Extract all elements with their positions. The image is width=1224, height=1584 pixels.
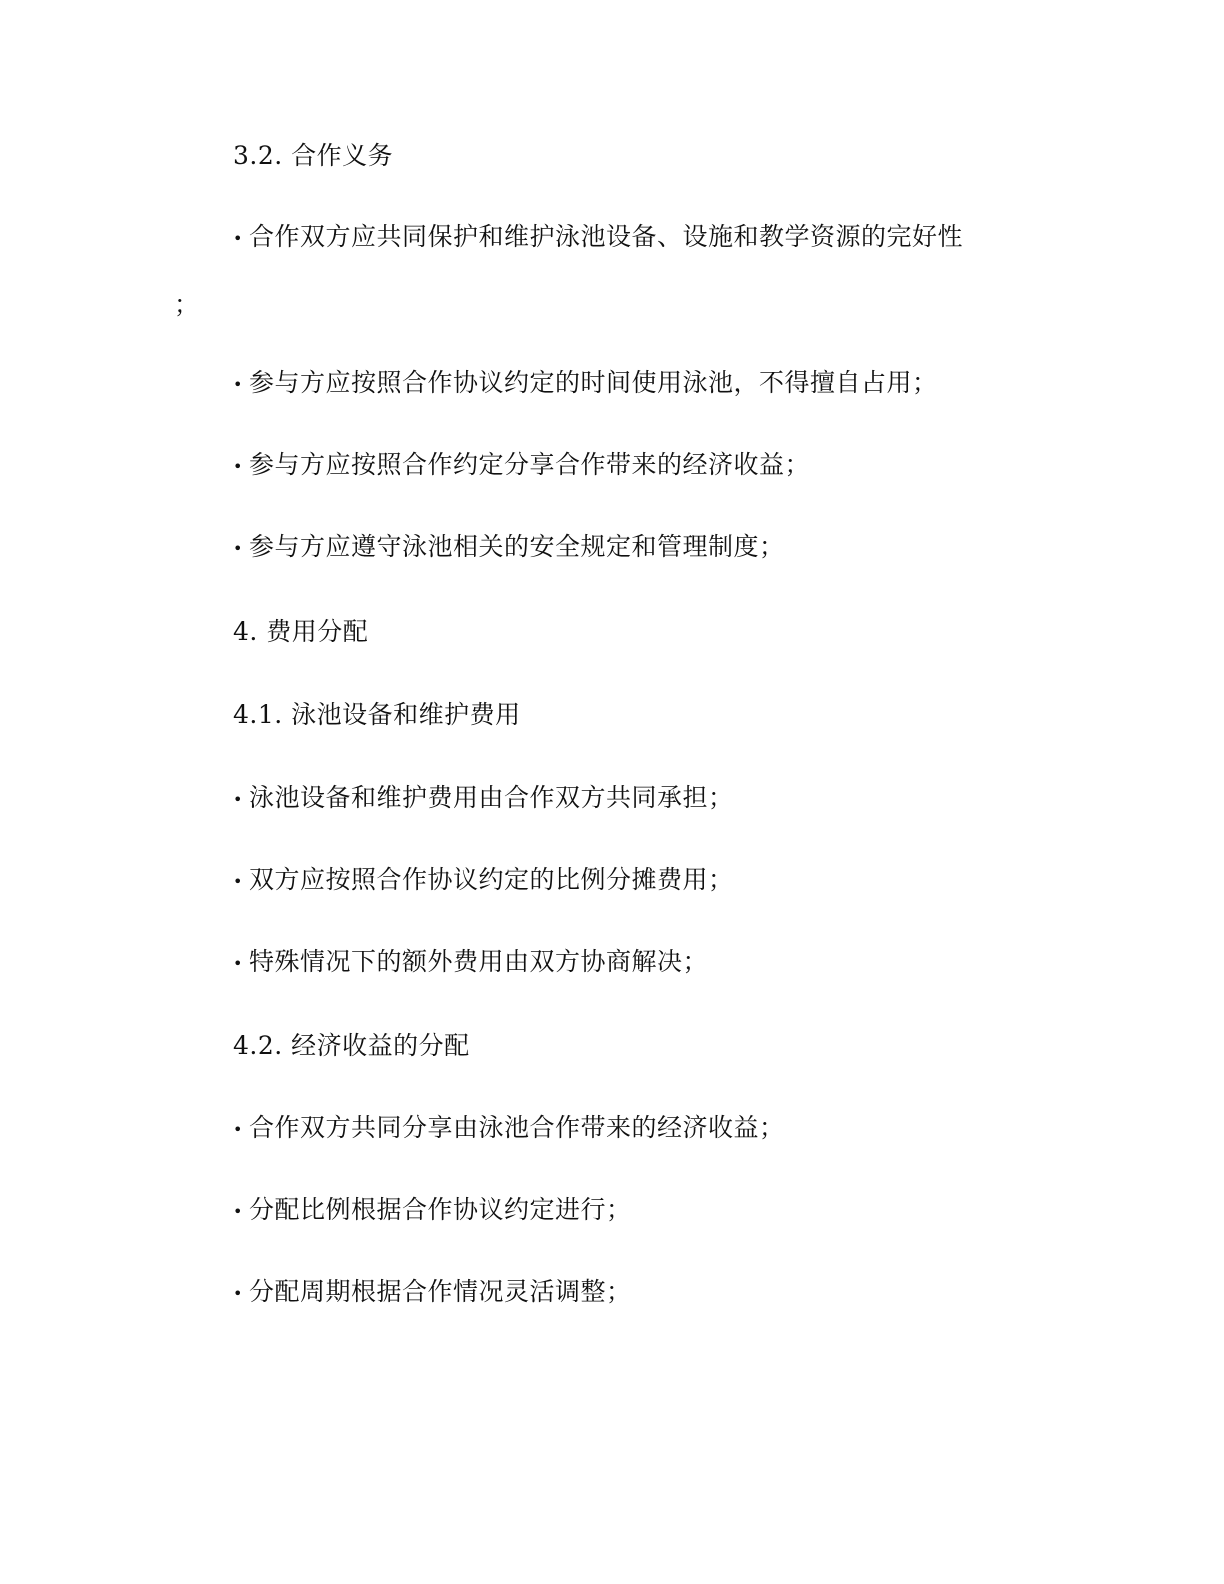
list-item: • 参与方应遵守泳池相关的安全规定和管理制度； (233, 532, 785, 564)
list-item: • 合作双方共同分享由泳池合作带来的经济收益； (233, 1113, 785, 1145)
list-item: • 特殊情况下的额外费用由双方协商解决； (233, 947, 708, 979)
list-item: • 分配周期根据合作情况灵活调整； (233, 1277, 632, 1309)
section-heading-4-2: 4.2. 经济收益的分配 (233, 1031, 470, 1060)
section-heading-4: 4. 费用分配 (233, 617, 369, 646)
list-item: • 分配比例根据合作协议约定进行； (233, 1195, 632, 1227)
section-heading-3-2: 3.2. 合作义务 (233, 141, 394, 170)
list-item: • 参与方应按照合作约定分享合作带来的经济收益； (233, 450, 810, 482)
list-item: • 参与方应按照合作协议约定的时间使用泳池，不得擅自占用； (233, 368, 938, 400)
list-item: • 双方应按照合作协议约定的比例分摊费用； (233, 865, 734, 897)
list-item: • 泳池设备和维护费用由合作双方共同承担； (233, 783, 734, 815)
list-item: • 合作双方应共同保护和维护泳池设备、设施和教学资源的完好性 (233, 222, 963, 254)
section-heading-4-1: 4.1. 泳池设备和维护费用 (233, 700, 521, 729)
list-item-wrap: ； (174, 290, 200, 319)
